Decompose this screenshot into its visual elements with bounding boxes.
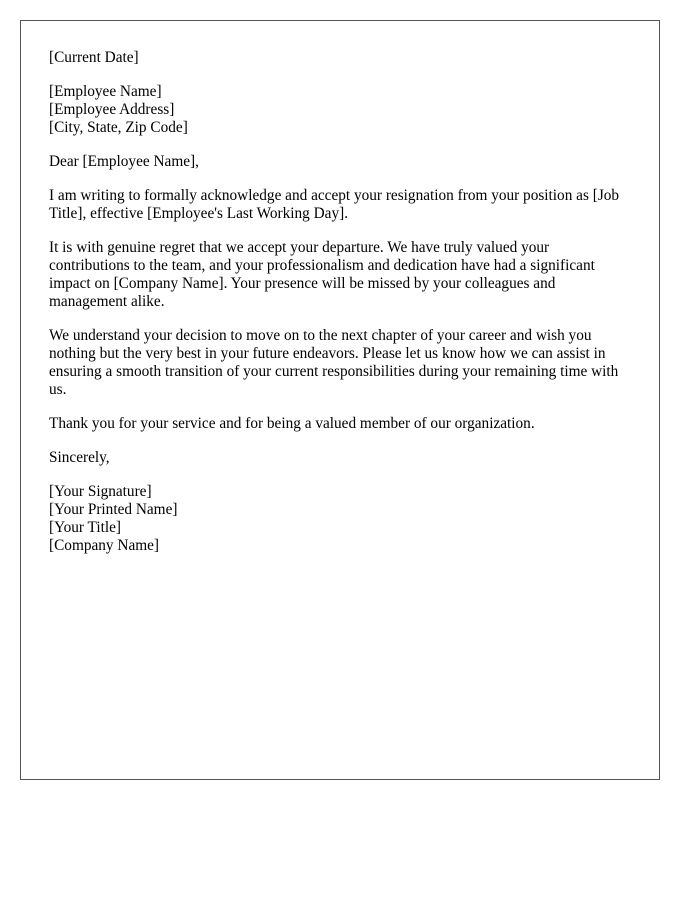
body-paragraph-acknowledgement: I am writing to formally acknowledge and accept your resignation from your position as [Job Title], effective [Employee's Last Working Day]. [49,187,620,222]
signature-block [49,483,631,555]
letter-date [49,49,631,67]
recipient-city-state-zip: [City, State, Zip Code] [49,119,188,136]
letter-page [20,20,660,780]
signature-line: [Your Signature] [49,483,152,500]
body-paragraph-thanks: Thank you for your service and for being a valued member of our organization. [49,415,535,432]
printed-name-line: [Your Printed Name] [49,501,178,518]
salutation [49,153,631,171]
salutation-text: Dear [Employee Name], [49,153,199,170]
date-text: [Current Date] [49,49,139,66]
title-line: [Your Title] [49,519,121,536]
body-paragraph-regret: It is with genuine regret that we accept your departure. We have truly valued your contributions to the team, and your professionalism and dedication have had a significant impact on [Company Name]. Your presence will be missed by your colleagues and management alike. [49,239,595,310]
closing-text: Sincerely, [49,449,110,466]
recipient-address-block [49,83,631,137]
body-paragraph-transition: We understand your decision to move on to the next chapter of your career and wish you nothing but the very best in your future endeavors. Please let us know how we can assist in ensuring a smooth transition of your current responsibilities during your remaining time with us. [49,327,619,398]
recipient-address: [Employee Address] [49,101,175,118]
company-name-line: [Company Name] [49,537,160,554]
recipient-name: [Employee Name] [49,83,162,100]
closing [49,449,631,467]
